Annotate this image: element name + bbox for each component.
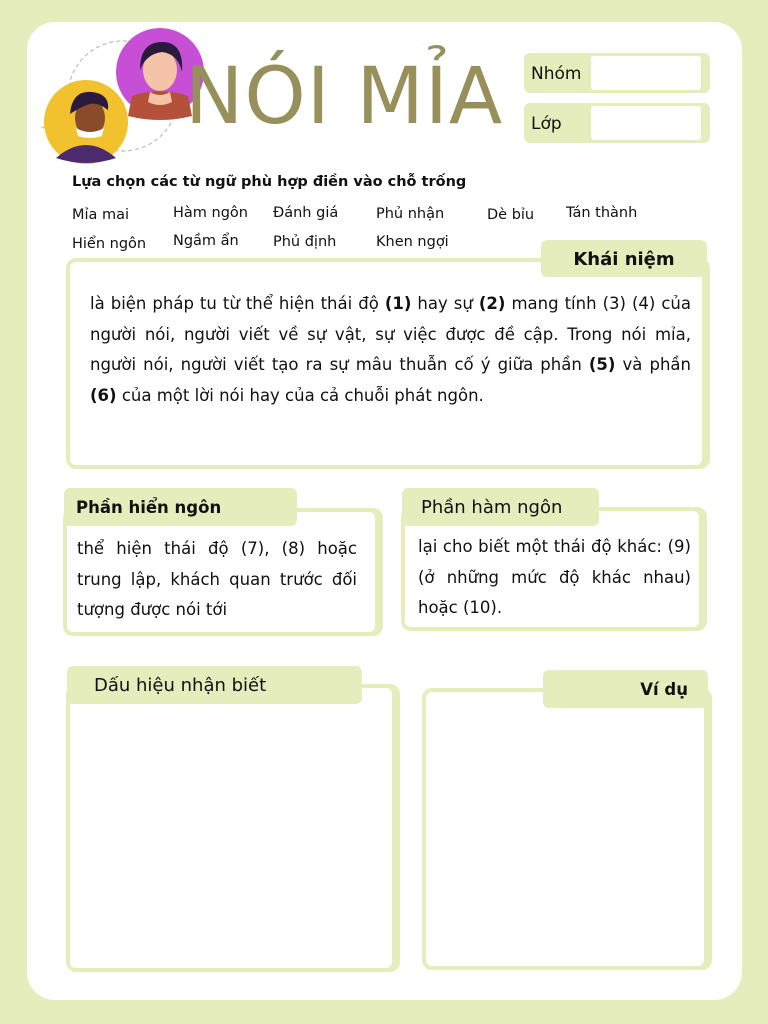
implicit-heading: Phần hàm ngôn	[402, 488, 599, 526]
implicit-text: lại cho biết một thái độ khác: (9) (ở những mức độ khác nhau) hoặc (10).	[418, 537, 691, 617]
signs-heading: Dấu hiệu nhận biết	[67, 666, 362, 704]
word-bank-item: Dè bỉu	[487, 207, 535, 223]
concept-text: là biện pháp tu từ thể hiện thái độ (1) hay sự (2) mang tính (3) (4) của người nói, người viết về sự vật, sự việc được đề cập. Trong nói mỉa, người nói, người viết tạo ra sự mâu thuẫn cố ý giữa phần (5) và phần (6) của một lời nói hay của cả chuỗi phát ngôn.	[90, 294, 692, 405]
word-bank-item: Tán thành	[566, 205, 638, 221]
word-bank-item: Ngầm ẩn	[173, 233, 239, 249]
page-title: NÓI MỈA	[185, 52, 504, 142]
concept-heading: Khái niệm	[541, 240, 707, 277]
word-bank-item: Phủ nhận	[376, 206, 445, 222]
avatars-illustration	[28, 26, 208, 166]
instruction-text: Lựa chọn các từ ngữ phù hợp điền vào chỗ trống	[72, 174, 467, 190]
word-bank-item: Đánh giá	[273, 205, 339, 221]
word-bank-item: Mỉa mai	[72, 207, 130, 223]
class-label: Lớp	[531, 114, 562, 134]
word-bank-item: Phủ định	[273, 234, 337, 250]
example-panel[interactable]	[422, 688, 712, 970]
word-bank-item: Hàm ngôn	[173, 205, 248, 221]
class-field[interactable]	[524, 103, 710, 143]
class-input[interactable]	[591, 106, 701, 140]
group-label: Nhóm	[531, 64, 582, 84]
explicit-text: thể hiện thái độ (7), (8) hoặc trung lập, khách quan trước đối tượng được nói tới	[77, 539, 357, 619]
explicit-heading: Phần hiển ngôn	[64, 488, 297, 526]
signs-panel[interactable]	[66, 684, 400, 972]
man-avatar-icon	[40, 80, 128, 164]
word-bank-item: Khen ngợi	[376, 234, 449, 250]
word-bank-item: Hiển ngôn	[72, 236, 147, 252]
group-input[interactable]	[591, 56, 701, 90]
group-field[interactable]	[524, 53, 710, 93]
example-heading: Ví dụ	[543, 670, 708, 708]
